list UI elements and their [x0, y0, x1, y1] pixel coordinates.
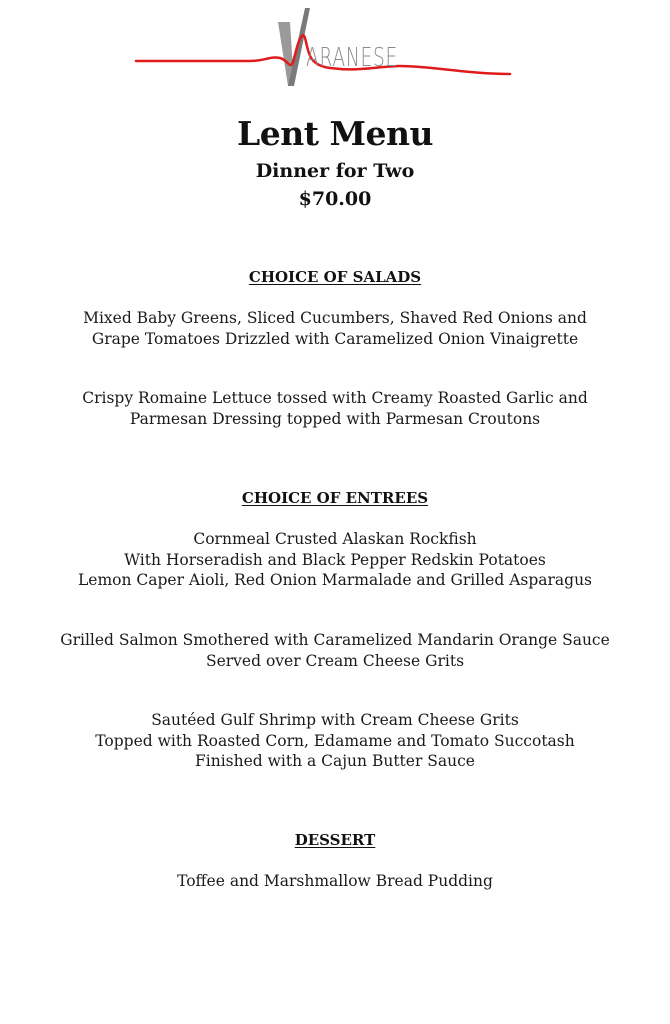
menu-item-line: Finished with a Cajun Butter Sauce [195, 752, 475, 770]
menu-subtitle: Dinner for Two [255, 160, 415, 182]
menu-item-line: Cornmeal Crusted Alaskan Rockfish [193, 530, 477, 548]
menu-price: $70.00 [298, 188, 372, 210]
section-heading-salads: CHOICE OF SALADS [248, 268, 422, 286]
menu-item-line: Topped with Roasted Corn, Edamame and Tomato Succotash [95, 731, 575, 750]
menu-item-line: Grape Tomatoes Drizzled with Caramelized Onion Vinaigrette [91, 329, 579, 348]
menu-item [0, 630, 670, 671]
menu-item [0, 871, 670, 892]
section-heading-entrees: CHOICE OF ENTREES [241, 489, 429, 507]
menu-item [0, 710, 670, 772]
menu-item-line: With Horseradish and Black Pepper Redskin Potatoes [124, 550, 546, 569]
menu-item [0, 308, 670, 349]
page-title: Lent Menu [237, 114, 433, 153]
menu-item-line: Served over Cream Cheese Grits [205, 651, 465, 670]
menu-item-line: Sautéed Gulf Shrimp with Cream Cheese Grits [151, 711, 519, 729]
menu-item-line: Parmesan Dressing topped with Parmesan Croutons [129, 409, 541, 428]
varanese-logo [130, 0, 520, 95]
menu-item-line: Crispy Romaine Lettuce tossed with Creamy Roasted Garlic and [82, 389, 588, 407]
menu-item-line: Mixed Baby Greens, Sliced Cucumbers, Shaved Red Onions and [83, 309, 587, 327]
menu-item-line: Toffee and Marshmallow Bread Pudding [177, 872, 493, 890]
menu-item [0, 388, 670, 429]
menu-item-line: Lemon Caper Aioli, Red Onion Marmalade and Grilled Asparagus [77, 571, 593, 589]
logo-wordmark: ARANESE [306, 43, 398, 73]
menu-item [0, 529, 670, 591]
menu-item-line: Grilled Salmon Smothered with Caramelized Mandarin Orange Sauce [60, 631, 610, 649]
section-heading-dessert: DESSERT [294, 831, 376, 849]
